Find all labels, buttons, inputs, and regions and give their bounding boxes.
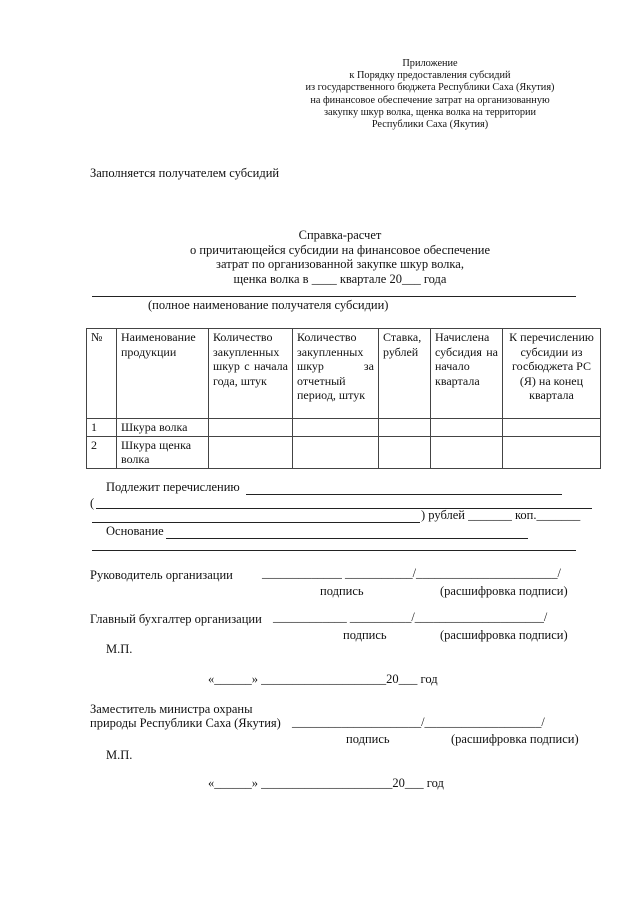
col-header-rate: Ставка, рублей — [379, 329, 431, 419]
table-cell[interactable] — [293, 419, 379, 437]
table-cell[interactable] — [503, 436, 601, 468]
title-line: Справка-расчет — [298, 228, 382, 242]
accountant-stamp: М.П. — [106, 642, 133, 656]
table-cell[interactable] — [379, 436, 431, 468]
deputy-signature-line[interactable]: _____________________/___________________/ — [292, 715, 545, 729]
head-signature-line[interactable]: _____________ ___________/_______________________/ — [262, 566, 561, 580]
table-cell[interactable] — [209, 436, 293, 468]
head-decode-caption: (расшифровка подписи) — [440, 584, 568, 598]
head-signature-caption: подпись — [320, 584, 364, 598]
row-product: Шкура щенка волка — [117, 436, 209, 468]
title-line: затрат по организованной закупке шкур волка, — [216, 257, 464, 272]
basis-line[interactable] — [166, 538, 528, 539]
appendix-line: Республики Саха (Якутия) — [371, 119, 489, 131]
col-header-qty-period: Количество закупленных шкур за отчетный период, штук — [293, 329, 379, 419]
col-header-accrued: Начислена субсидия на начало квартала — [431, 329, 503, 419]
basis-label: Основание — [106, 524, 164, 538]
transfer-label: Подлежит перечислению — [106, 480, 240, 494]
deputy-signature-caption: подпись — [346, 732, 390, 746]
appendix-line: закупку шкур волка, щенка волка на территории — [323, 106, 537, 118]
accountant-signature-caption: подпись — [343, 628, 387, 642]
transfer-amount-line[interactable] — [246, 494, 562, 495]
col-header-to-transfer: К перечислению субсидии из госбюджета РС (Я) на конец квартала — [503, 329, 601, 419]
table-row — [87, 436, 601, 468]
row-number: 2 — [87, 436, 117, 468]
deputy-stamp: М.П. — [106, 748, 133, 762]
col-header-qty-year: Количество закупленных шкур с начала года, штук — [209, 329, 293, 419]
table-cell[interactable] — [209, 419, 293, 437]
title-line: щенка волка в ____ квартале 20___ года — [233, 271, 447, 286]
appendix-line: на финансовое обеспечение затрат на организованную — [310, 94, 550, 106]
title-line: о причитающейся субсидии на финансовое обеспечение — [189, 242, 490, 257]
table-cell[interactable] — [431, 436, 503, 468]
table-cell[interactable] — [379, 419, 431, 437]
appendix-header — [300, 58, 560, 131]
deputy-label-line1: Заместитель министра охраны — [90, 702, 253, 716]
transfer-open-paren: ( — [90, 496, 95, 510]
accountant-decode-caption: (расшифровка подписи) — [440, 628, 568, 642]
table-cell[interactable] — [503, 419, 601, 437]
subsidy-table — [86, 328, 601, 469]
col-header-product: Наименование продукции — [117, 329, 209, 419]
appendix-line: Приложение — [402, 58, 458, 69]
transfer-rub-kop: ) рублей _______ коп._______ — [421, 508, 581, 522]
accountant-date-line[interactable]: «______» ____________________20___ год — [208, 672, 438, 686]
appendix-line: из государственного бюджета Республики Саха (Якутия) — [305, 82, 555, 94]
table-cell[interactable] — [293, 436, 379, 468]
deputy-label-line2: природы Республики Саха (Якутия) — [90, 716, 281, 730]
deputy-date-line[interactable]: «______» _____________________20___ год — [208, 776, 444, 790]
filled-by-note: Заполняется получателем субсидий — [90, 166, 280, 180]
table-cell[interactable] — [431, 419, 503, 437]
recipient-caption: (полное наименование получателя субсидии) — [148, 298, 389, 312]
recipient-name-line[interactable] — [92, 296, 576, 297]
document-title — [100, 228, 580, 286]
row-number: 1 — [87, 419, 117, 437]
table-row — [87, 419, 601, 437]
deputy-decode-caption: (расшифровка подписи) — [451, 732, 579, 746]
basis-line-2[interactable] — [92, 550, 576, 551]
accountant-label: Главный бухгалтер организации — [90, 612, 262, 626]
appendix-line: к Порядку предоставления субсидий — [349, 70, 511, 82]
accountant-signature-line[interactable]: ____________ __________/_____________________/ — [273, 610, 548, 624]
transfer-words-line-2[interactable] — [92, 522, 420, 523]
head-label: Руководитель организации — [90, 568, 233, 582]
col-header-number: № — [87, 329, 117, 419]
row-product: Шкура волка — [117, 419, 209, 437]
table-header-row — [87, 329, 601, 419]
